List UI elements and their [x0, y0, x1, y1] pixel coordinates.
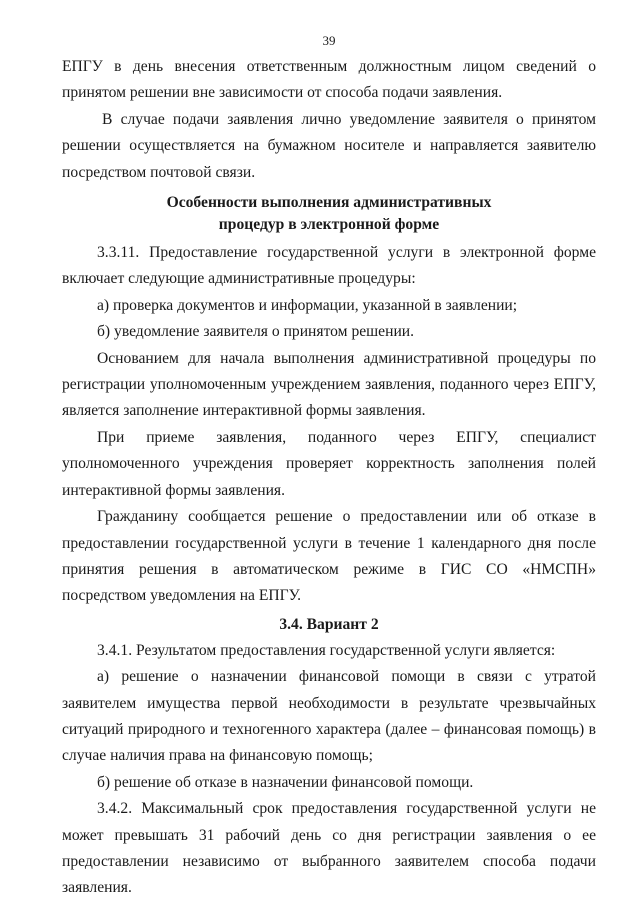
section-heading-electronic [62, 192, 596, 236]
paragraph-3-3-11: 3.3.11. Предоставление государственной услуги в электронной форме включает следующие административные процедуры: [62, 244, 596, 288]
paragraph-specialist-check: При приеме заявления, поданного через ЕПГУ, специалист уполномоченного учреждения проверяет корректность заполнения полей интерактивной формы заявления. [62, 428, 596, 499]
heading-line-1: Особенности выполнения административных [166, 194, 492, 212]
list-item-a-financial-aid: а) решение о назначении финансовой помощи в связи с утратой заявителем имущества первой необходимости в результате чрезвычайных ситуаций природного и техногенного характера (далее – финансовая помощь) в случае наличия права на финансовую помощь; [62, 668, 596, 765]
paragraph-personal-submission: В случае подачи заявления лично уведомление заявителя о принятом решении осуществляется на бумажном носителе и направляется заявителю посредством почтовой связи. [62, 110, 596, 181]
paragraph-3-4-1: 3.4.1. Результатом предоставления государственной услуги является: [97, 641, 556, 659]
page-number: 39 [322, 33, 336, 48]
section-heading-variant-2 [62, 614, 596, 636]
list-item-b-notify-applicant: б) уведомление заявителя о принятом решении. [97, 323, 415, 341]
heading-variant-2-label: 3.4. Вариант 2 [279, 615, 379, 633]
list-item-b-refusal: б) решение об отказе в назначении финансовой помощи. [97, 773, 474, 791]
paragraph-epgu-notice: ЕПГУ в день внесения ответственным должностным лицом сведений о принятом решении вне зависимости от способа подачи заявления. [62, 58, 596, 102]
paragraph-basis-registration: Основанием для начала выполнения административной процедуры по регистрации уполномоченным учреждением заявления, поданного через ЕПГУ, является заполнение интерактивной формы заявления. [62, 349, 596, 420]
paragraph-citizen-informed: Гражданину сообщается решение о предоставлении или об отказе в предоставлении государственной услуги в течение 1 календарного дня после принятия решения в автоматическом режиме в ГИС СО «НМСПН» посредством уведомления на ЕПГУ. [62, 508, 596, 605]
list-item-a-check-documents: а) проверка документов и информации, указанной в заявлении; [97, 296, 518, 314]
paragraph-3-4-2: 3.4.2. Максимальный срок предоставления государственной услуги не может превышать 31 рабочий день со дня регистрации заявления о ее предоставлении независимо от выбранного заявителем способа подачи заявления. [62, 800, 596, 897]
heading-line-2: процедур в электронной форме [218, 216, 440, 234]
document-page [62, 33, 596, 902]
